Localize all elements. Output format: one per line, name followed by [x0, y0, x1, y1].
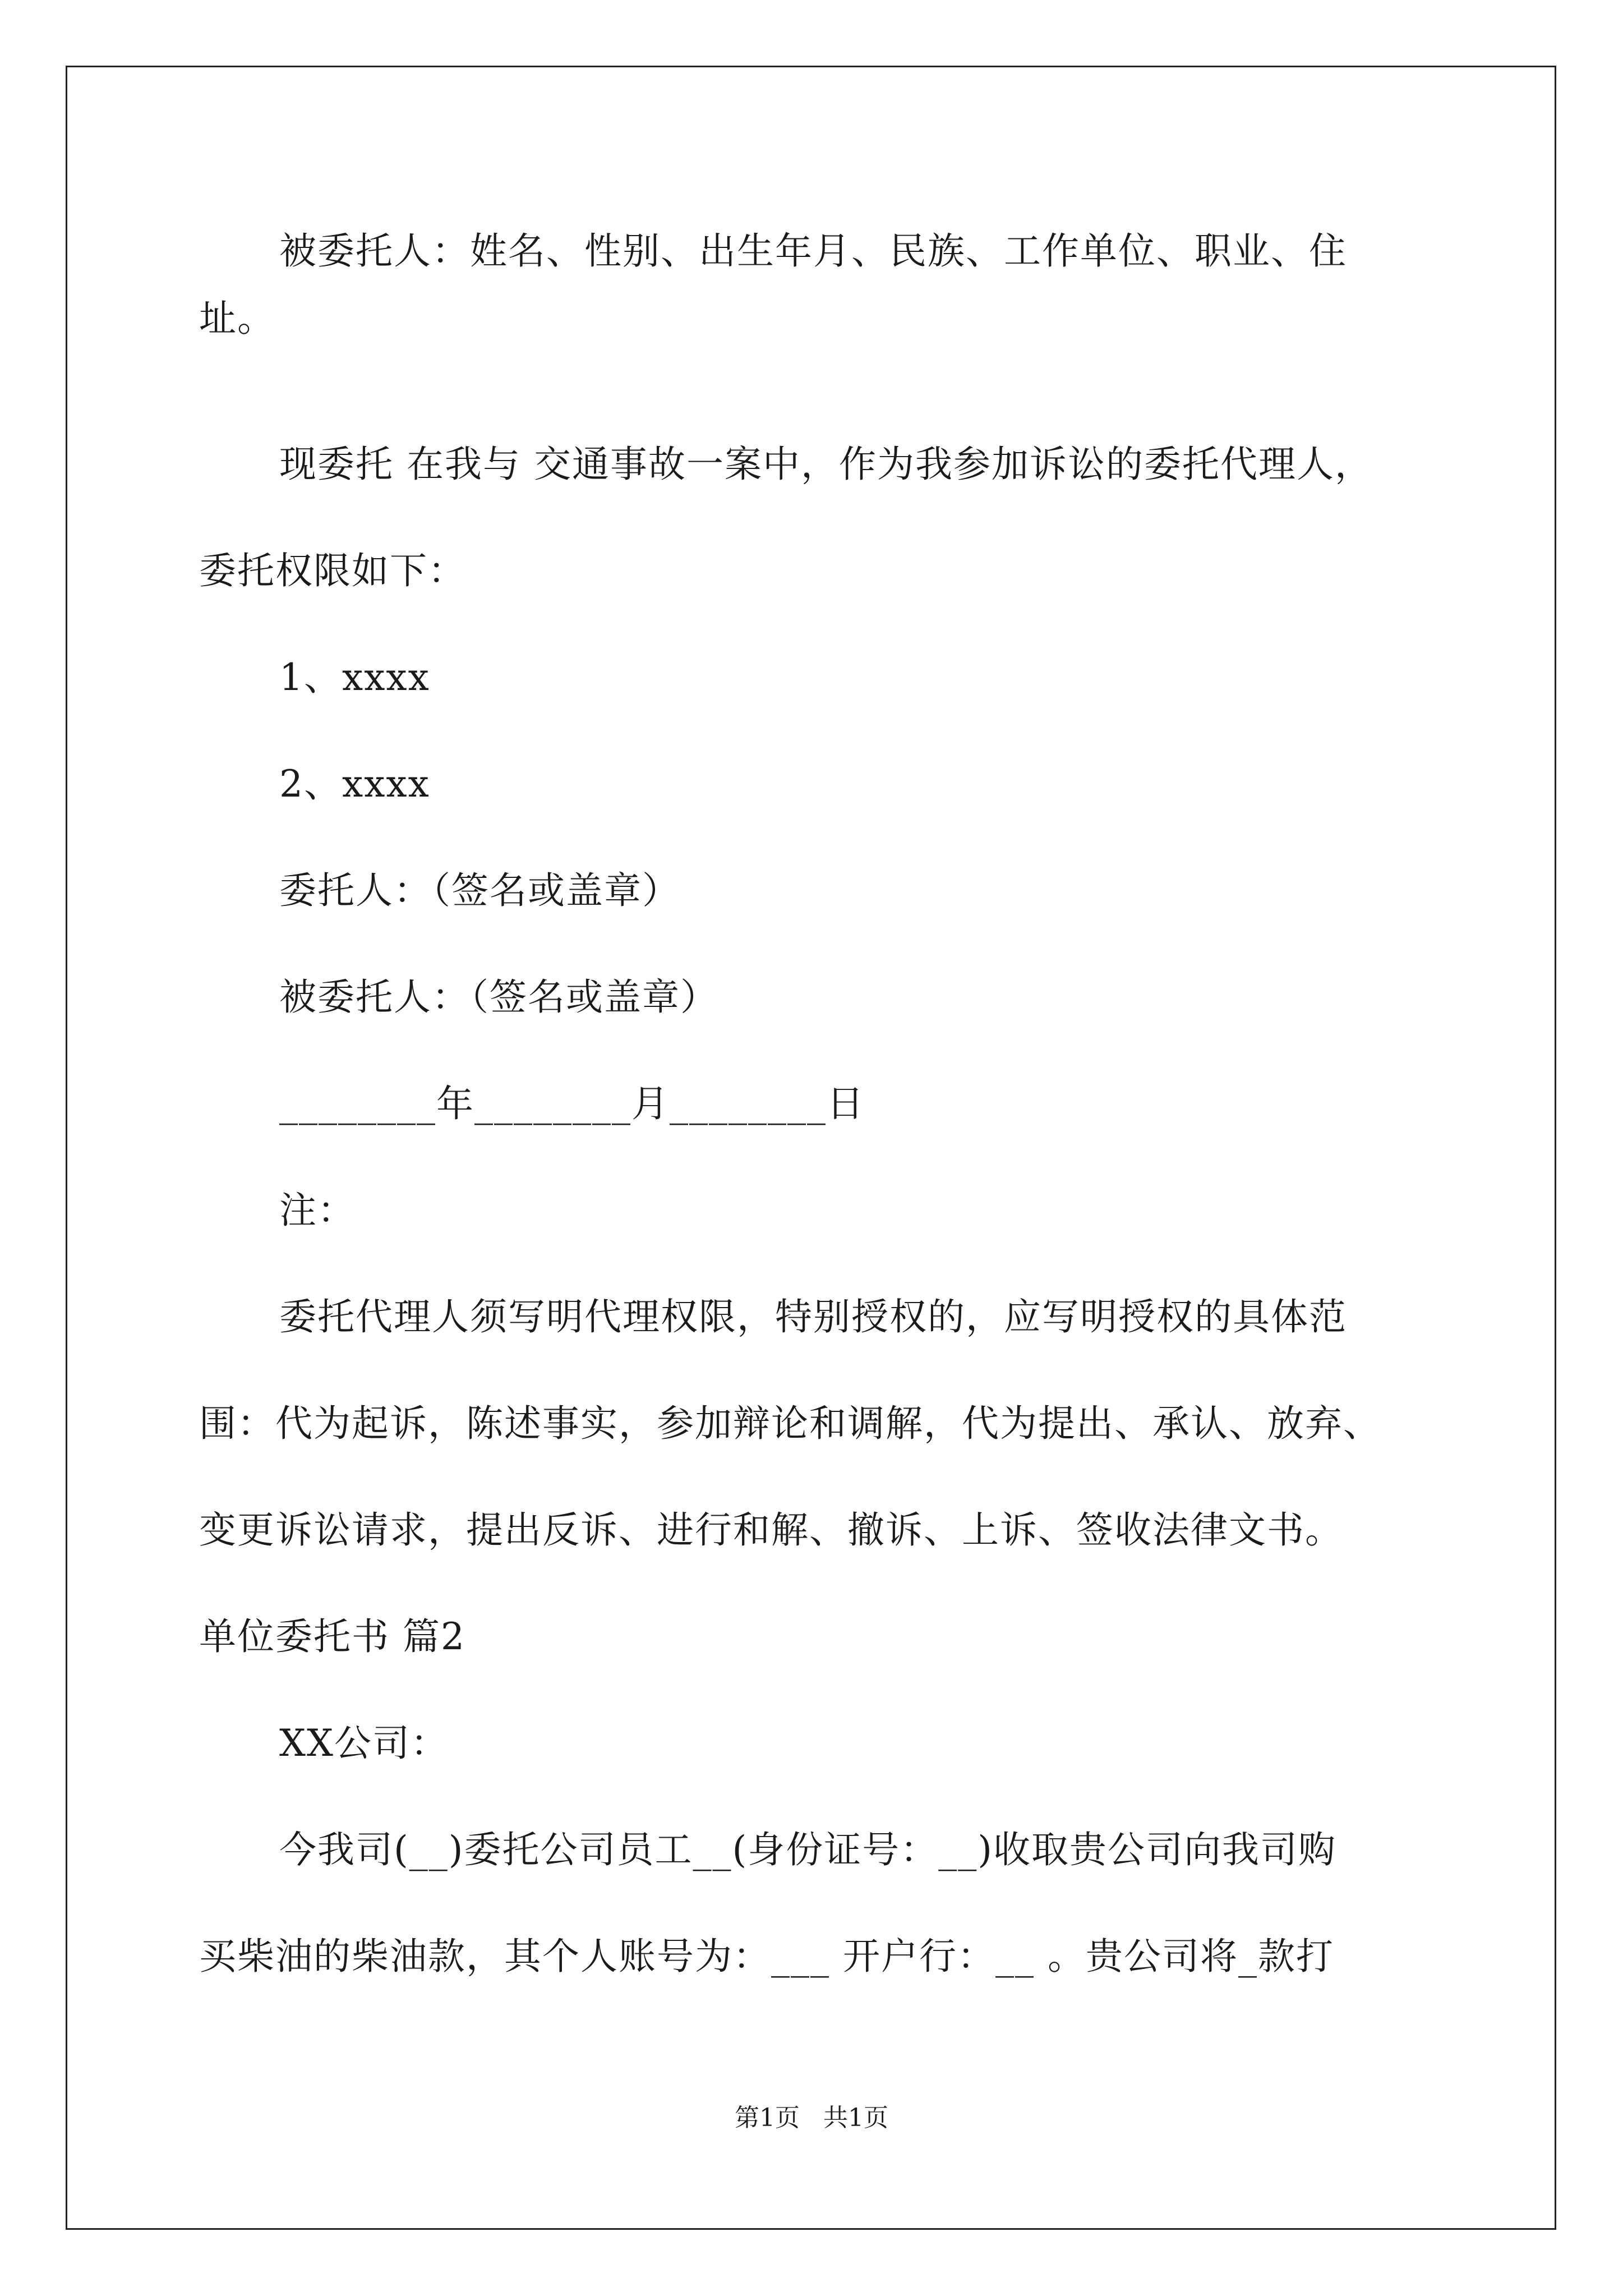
signature-line-trustee: 被委托人：（签名或盖章） [279, 976, 718, 1019]
list-item-2: 2、xxxx [279, 762, 430, 806]
body-line-2: 买柴油的柴油款，其个人账号为：___ 开户行：__ 。贵公司将_款打 [199, 1935, 1334, 1978]
note-line-3: 变更诉讼请求，提出反诉、进行和解、撤诉、上诉、签收法律文书。 [199, 1508, 1343, 1552]
note-line-1: 委托代理人须写明代理权限，特别授权的，应写明授权的具体范 [279, 1295, 1347, 1338]
page-footer: 第1页 共1页 [735, 2104, 888, 2132]
page-border [66, 66, 1556, 2230]
body-line-1: 今我司(__)委托公司员工__(身份证号：__)收取贵公司向我司购 [279, 1828, 1336, 1871]
note-heading: 注： [279, 1189, 356, 1232]
list-item-1: 1、xxxx [279, 656, 430, 699]
date-line: ________年________月________日 [279, 1082, 865, 1125]
section-title: 单位委托书 篇2 [199, 1615, 465, 1658]
note-line-2: 围：代为起诉，陈述事实，参加辩论和调解，代为提出、承认、放弃、 [199, 1402, 1381, 1445]
signature-line-principal: 委托人：（签名或盖章） [279, 869, 680, 912]
text-line-entrust-statement: 现委托 在我与 交通事故一案中，作为我参加诉讼的委托代理人， [279, 443, 1373, 486]
text-line-authority-heading: 委托权限如下： [199, 549, 466, 592]
text-line-address: 址。 [199, 297, 275, 340]
text-line-trustee-info: 被委托人：姓名、性别、出生年月、民族、工作单位、职业、住 [279, 229, 1347, 273]
addressee-line: XX公司： [279, 1722, 449, 1765]
